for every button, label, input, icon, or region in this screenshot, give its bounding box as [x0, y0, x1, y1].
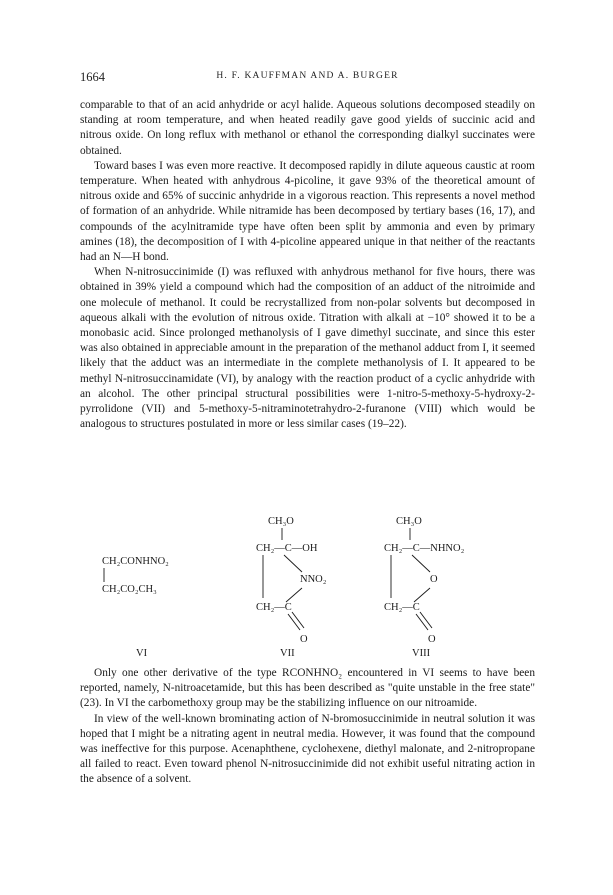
- label-vi: VI: [136, 648, 148, 659]
- vii-carbonyl-o: O: [300, 634, 308, 645]
- vii-c2-row: CH₂—C: [256, 602, 292, 613]
- paragraph: comparable to that of an acid anhydride or acyl halide. Aqueous solutions decomposed steadily on standing at room temperature, and when heated readily gave good yields of succinic acid and nitrous oxide. On long reflux with methanol or ethanol the corresponding dialkyl succinates were obtained.: [80, 99, 535, 157]
- vi-top-group: CH₂CONHNO₂: [102, 556, 169, 567]
- vii-methoxy: CH₃O: [268, 516, 294, 527]
- viii-carbonyl-bond: [420, 612, 432, 628]
- structure-viii: [384, 516, 465, 659]
- vii-ring-upper: [284, 555, 302, 572]
- vii-carbonyl-bond: [292, 612, 304, 628]
- vii-c1-row: CH₂—C—OH: [256, 543, 318, 554]
- structures-svg: [80, 502, 535, 662]
- structure-vii: [256, 516, 327, 659]
- page-header: [80, 70, 535, 86]
- paragraph: In view of the well-known brominating action of N-bromosuccinimide in neutral solution it was hoped that I might be a nitrating agent in neutral media. However, it was found that the compound was ineffective for this purpose. Acenaphthene, cyclohexene, diethyl malonate, and 2-nitropropane all failed to react. Even toward phenol N-nitrosuccinimide did not exhibit useful nitrating action in the absence of a solvent.: [80, 712, 535, 786]
- chemical-structures-figure: [80, 502, 535, 662]
- label-viii: VIII: [412, 648, 431, 659]
- viii-ring-upper: [412, 555, 430, 572]
- paragraph: Only one other derivative of the type RCONHNO₂ encountered in VI seems to have been reported, namely, N-nitroacetamide, but this has been described as "quite unstable in the free state" (23). In VI the carbomethoxy group may be the stabilizing influence on our nitroamide.: [80, 667, 535, 710]
- vii-nitro-n: NNO₂: [300, 574, 327, 585]
- viii-ring-lower: [414, 588, 430, 602]
- viii-carbonyl-o: O: [428, 634, 436, 645]
- viii-ring-o: O: [430, 574, 438, 585]
- running-head: H. F. KAUFFMAN AND A. BURGER: [216, 71, 399, 81]
- body-text-top: [80, 98, 535, 432]
- paragraph: When N-nitrosuccinimide (I) was refluxed with anhydrous methanol for five hours, there was obtained in 39% yield a compound which had the composition of an adduct of the nitroimide and one molecule of methanol. It could be recrystallized from non-polar solvents but decomposed in aqueous alkali with the evolution of nitrous oxide. Titration with alkali at −10° showed it to be a monobasic acid. Since prolonged methanolysis of I gave dimethyl succinate, and since this ester was also obtained in appreciable amount in the preparation of the methanol adduct from I, it seemed likely that the adduct was an intermediate in the complete methanolysis of I. It appeared to be methyl N-nitrosuccinamidate (VI), by analogy with the reaction product of a cyclic anhydride with an alcohol. The other principal structural possibilities were 1-nitro-5-methoxy-5-hydroxy-2-pyrrolidone (VII) and 5-methoxy-5-nitraminotetrahydro-2-furanone (VIII) which would be analogous to structures postulated in more or less similar cases (19–22).: [80, 266, 535, 431]
- label-vii: VII: [280, 648, 295, 659]
- viii-c1-row: CH₂—C—NHNO₂: [384, 543, 465, 554]
- paragraph: Toward bases I was even more reactive. It decomposed rapidly in dilute aqueous caustic at room temperature. When heated with anhydrous 4-picoline, it gave 93% of the theoretical amount of nitrous oxide and 65% of succinic anhydride in a vigorous reaction. This represents a novel method of formation of an anhydride. While nitramide has been decomposed by tertiary bases (16, 17), and compounds of the acylnitramide type have often been split by ammonia and even by primary amines (18), the decomposition of I with 4-picoline appeared unique in that neither of the reactants had an N—H bond.: [80, 159, 535, 264]
- body-text-bottom: [80, 666, 535, 788]
- structure-vi: [102, 556, 169, 659]
- vi-bottom-group: CH₂CO₂CH₃: [102, 584, 157, 595]
- viii-carbonyl-bond: [416, 614, 428, 630]
- vii-carbonyl-bond: [288, 614, 300, 630]
- vii-ring-lower: [286, 588, 302, 602]
- viii-c2-row: CH₂—C: [384, 602, 420, 613]
- viii-methoxy: CH₃O: [396, 516, 422, 527]
- page-number: 1664: [80, 70, 105, 84]
